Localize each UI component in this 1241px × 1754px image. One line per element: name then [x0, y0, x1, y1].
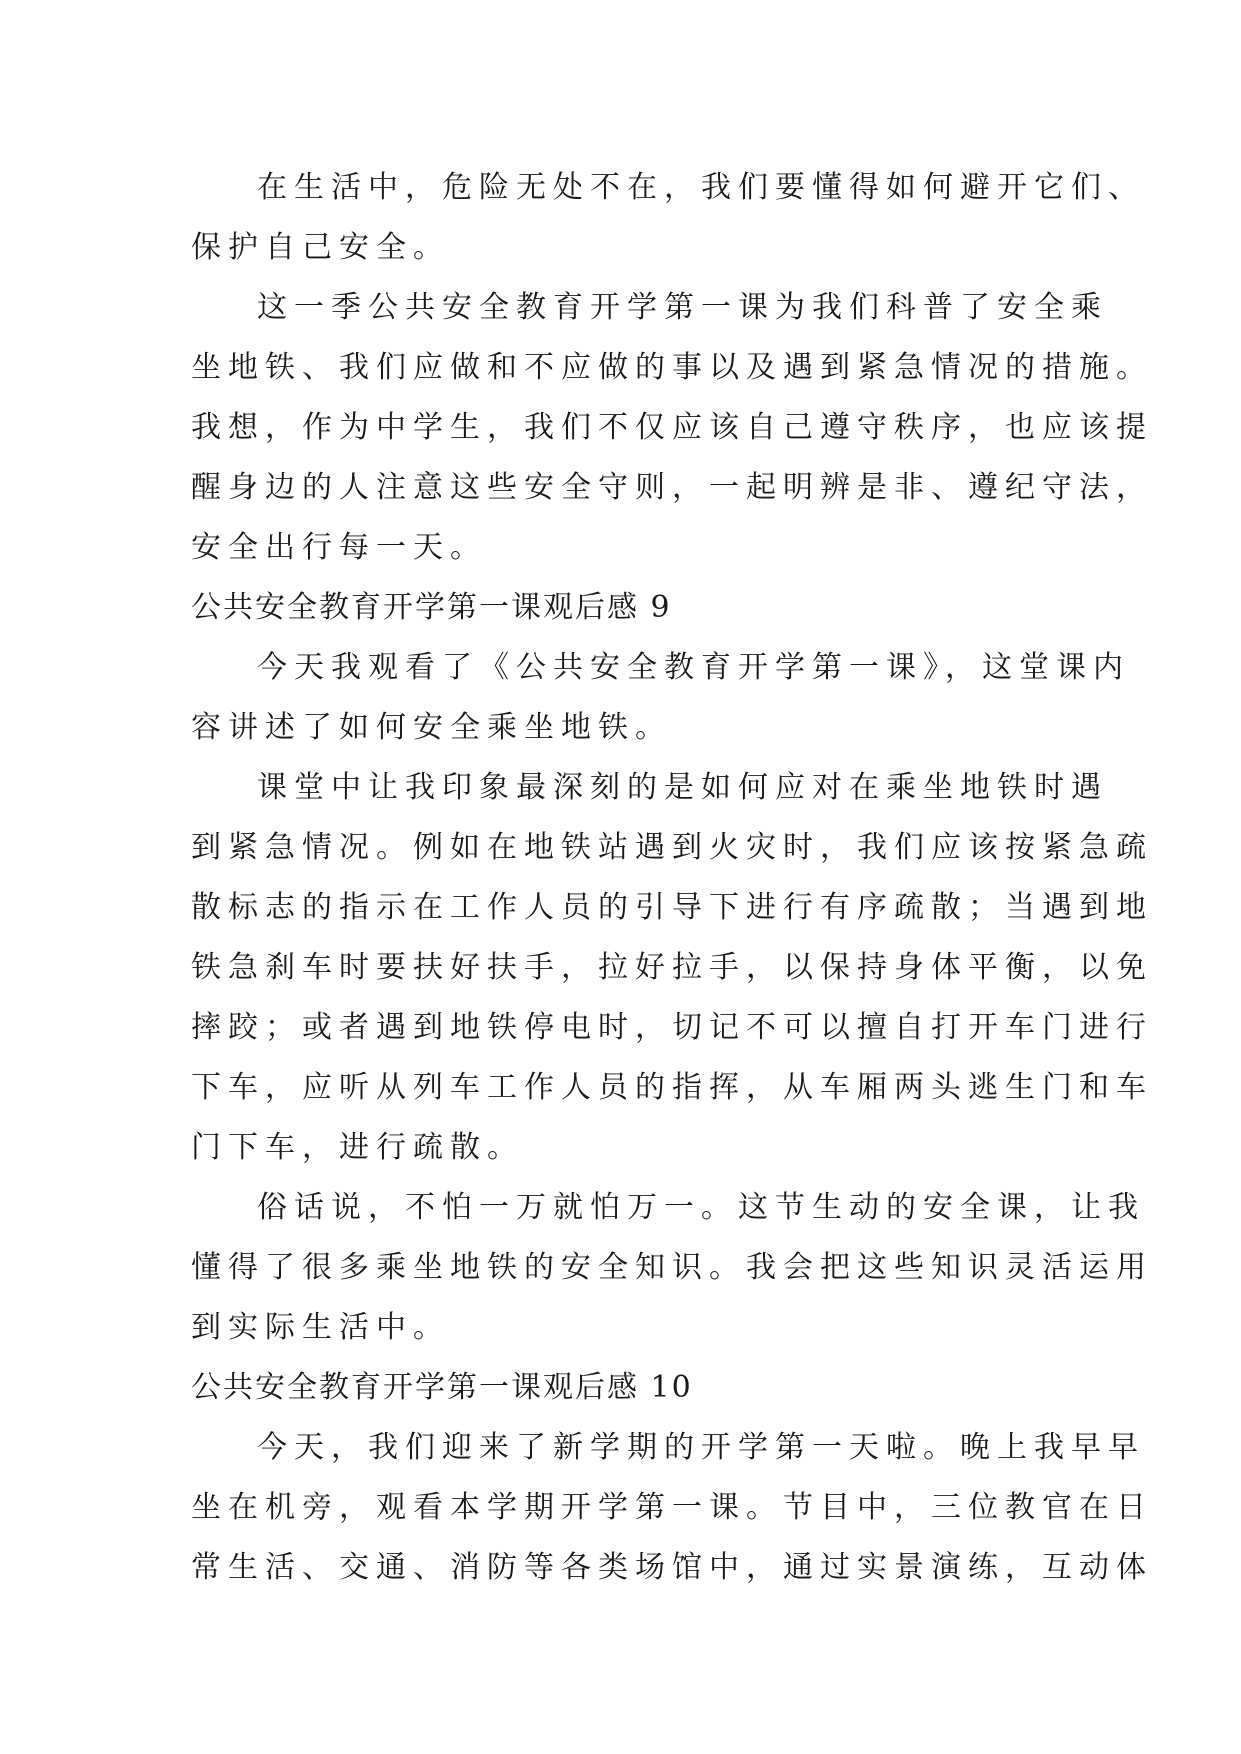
paragraph-line: 到实际生活中。: [191, 1310, 450, 1345]
paragraph-line: 坐地铁、我们应做和不应做的事以及遇到紧急情况的措施。: [191, 350, 1153, 385]
paragraph-line: 到紧急情况。例如在地铁站遇到火灾时，我们应该按紧急疏: [191, 830, 1153, 865]
paragraph-line: 俗话说，不怕一万就怕万一。这节生动的安全课，让我: [257, 1190, 1145, 1225]
paragraph-line: 常生活、交通、消防等各类场馆中，通过实景演练，互动体: [191, 1550, 1153, 1585]
document-page: [191, 158, 1153, 1598]
paragraph-line: 坐在机旁，观看本学期开学第一课。节目中，三位教官在日: [191, 1490, 1153, 1525]
paragraph-line: 这一季公共安全教育开学第一课为我们科普了安全乘: [257, 290, 1108, 325]
paragraph-line: 保护自己安全。: [191, 230, 450, 265]
paragraph-line: 今天我观看了《公共安全教育开学第一课》，这堂课内: [257, 650, 1130, 685]
paragraph-line: 容讲述了如何安全乘坐地铁。: [191, 710, 672, 745]
paragraph-line: 课堂中让我印象最深刻的是如何应对在乘坐地铁时遇: [257, 770, 1108, 805]
section-heading: 公共安全教育开学第一课观后感 10: [191, 1370, 693, 1405]
paragraph-line: 铁急刹车时要扶好扶手，拉好拉手，以保持身体平衡，以免: [191, 950, 1153, 985]
paragraph-line: 今天，我们迎来了新学期的开学第一天啦。晚上我早早: [257, 1430, 1145, 1465]
paragraph-line: 懂得了很多乘坐地铁的安全知识。我会把这些知识灵活运用: [191, 1250, 1153, 1285]
paragraph-line: 醒身边的人注意这些安全守则，一起明辨是非、遵纪守法，: [191, 470, 1153, 505]
paragraph-line: 安全出行每一天。: [191, 530, 487, 565]
paragraph-line: 门下车，进行疏散。: [191, 1130, 524, 1165]
paragraph-line: 摔跤；或者遇到地铁停电时，切记不可以擅自打开车门进行: [191, 1010, 1153, 1045]
section-heading: 公共安全教育开学第一课观后感 9: [191, 590, 672, 625]
paragraph-line: 在生活中，危险无处不在，我们要懂得如何避开它们、: [257, 170, 1145, 205]
paragraph-line: 散标志的指示在工作人员的引导下进行有序疏散；当遇到地: [191, 890, 1153, 925]
paragraph-line: 下车，应听从列车工作人员的指挥，从车厢两头逃生门和车: [191, 1070, 1153, 1105]
paragraph-line: 我想，作为中学生，我们不仅应该自己遵守秩序，也应该提: [191, 410, 1153, 445]
